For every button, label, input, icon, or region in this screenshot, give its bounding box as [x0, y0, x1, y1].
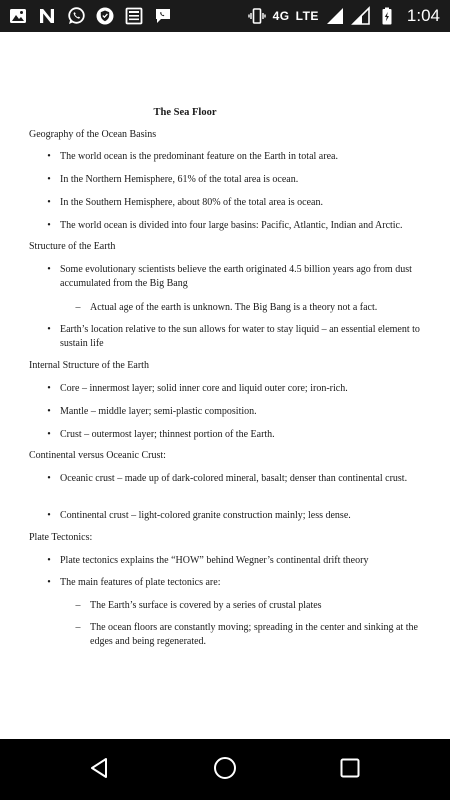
document-title: The Sea Floor: [153, 107, 217, 118]
navigation-bar: [0, 739, 450, 800]
list-item: In the Northern Hemisphere, 61% of the total area is ocean.: [60, 174, 299, 185]
dash: –: [75, 622, 81, 633]
list-item: The world ocean is the predominant feature on the Earth in total area.: [60, 151, 338, 162]
bullet: •: [47, 264, 51, 275]
dash: –: [75, 302, 81, 313]
whatsapp-icon: [66, 6, 86, 26]
list-item: Mantle – middle layer; semi-plastic composition.: [60, 406, 257, 417]
bullet: •: [47, 324, 51, 335]
back-button[interactable]: [85, 755, 115, 785]
network-type-label: 4G: [272, 9, 290, 23]
vibrate-icon: [247, 6, 267, 26]
list-item: Some evolutionary scientists believe the earth originated 4.5 billion years ago from dust accumulated from the Big Bang: [60, 264, 412, 289]
list-item: In the Southern Hemisphere, about 80% of the total area is ocean.: [60, 197, 323, 208]
section-heading: Geography of the Ocean Basins: [29, 129, 157, 140]
list-item: The main features of plate tectonics are:: [60, 577, 221, 588]
battery-icon: [377, 6, 397, 26]
sub-list-item: The ocean floors are constantly moving; spreading in the center and sinking at the edges and being regenerated.: [90, 622, 418, 647]
sub-list-item: The Earth’s surface is covered by a series of crustal plates: [90, 600, 322, 611]
sub-list-item: Actual age of the earth is unknown. The Big Bang is a theory not a fact.: [90, 302, 378, 313]
bullet: •: [47, 220, 51, 231]
list-item: Earth’s location relative to the sun allows for water to stay liquid – an essential element to sustain life: [60, 324, 420, 349]
signal-icon: [325, 6, 345, 26]
bullet: •: [47, 429, 51, 440]
notification-icons: [8, 5, 173, 27]
recents-icon: [339, 757, 361, 784]
bullet: •: [47, 510, 51, 521]
list-item: Core – innermost layer; solid inner core and liquid outer core; iron-rich.: [60, 383, 348, 394]
bullet: •: [47, 406, 51, 417]
signal-icon: [351, 6, 371, 26]
section-heading: Internal Structure of the Earth: [29, 360, 149, 371]
section-heading: Continental versus Oceanic Crust:: [29, 450, 166, 461]
section-heading: Structure of the Earth: [29, 241, 116, 252]
clock: 1:04: [406, 6, 440, 25]
gallery-icon: [8, 6, 28, 26]
document-page[interactable]: [0, 32, 450, 739]
list-item: The world ocean is divided into four large basins: Pacific, Atlantic, Indian and Arctic.: [60, 220, 403, 231]
chat-icon: [153, 6, 173, 26]
bullet: •: [47, 197, 51, 208]
lte-label: LTE: [295, 9, 319, 23]
section-heading: Plate Tectonics:: [29, 532, 93, 543]
news-icon: [124, 6, 144, 26]
dash: –: [75, 600, 81, 611]
list-item: Oceanic crust – made up of dark-colored mineral, basalt; denser than continental crust.: [60, 473, 408, 484]
status-bar: [0, 0, 450, 32]
bullet: •: [47, 151, 51, 162]
home-icon: [212, 755, 238, 786]
home-button[interactable]: [210, 755, 240, 785]
bullet: •: [47, 174, 51, 185]
list-item: Continental crust – light-colored granite construction mainly; less dense.: [60, 510, 351, 521]
bullet: •: [47, 555, 51, 566]
bullet: •: [47, 577, 51, 588]
bullet: •: [47, 473, 51, 484]
n-app-icon: [37, 6, 57, 26]
back-icon: [88, 756, 112, 785]
bullet: •: [47, 383, 51, 394]
system-icons: [247, 5, 440, 27]
recents-button[interactable]: [335, 755, 365, 785]
shield-icon: [95, 6, 115, 26]
list-item: Crust – outermost layer; thinnest portion of the Earth.: [60, 429, 275, 440]
list-item: Plate tectonics explains the “HOW” behind Wegner’s continental drift theory: [60, 555, 369, 566]
